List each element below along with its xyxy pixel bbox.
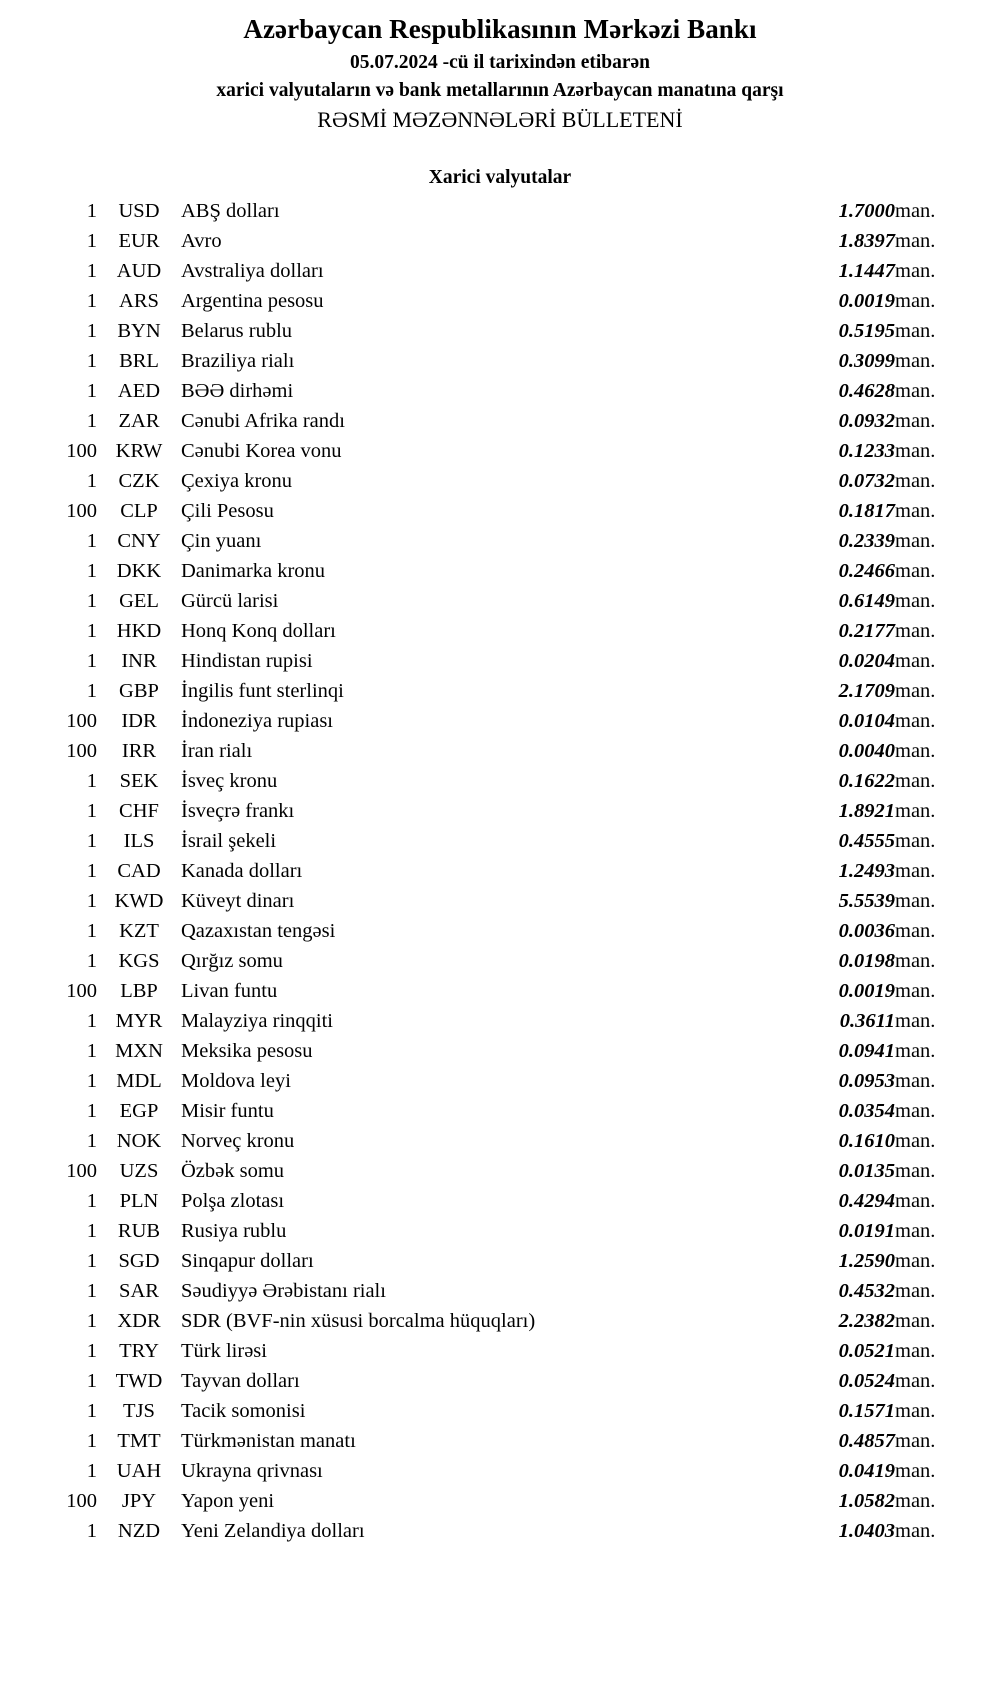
table-row <box>35 1396 965 1426</box>
currency-unit-label: man. <box>895 470 936 492</box>
currency-rate: 0.5195 <box>838 320 895 342</box>
currency-rate: 0.0932 <box>838 410 895 432</box>
table-row <box>35 286 965 316</box>
table-row <box>35 886 965 916</box>
currency-unit-label: man. <box>895 1070 936 1092</box>
table-row <box>35 646 965 676</box>
currency-name: Çin yuanı <box>181 530 262 552</box>
currency-unit-label: man. <box>895 740 936 762</box>
currency-rate: 0.0524 <box>838 1370 895 1392</box>
currency-code: CHF <box>119 800 159 822</box>
currency-code: MDL <box>116 1070 162 1092</box>
currency-amount: 1 <box>86 920 97 942</box>
table-row <box>35 526 965 556</box>
currency-rate: 0.0198 <box>838 950 895 972</box>
currency-code: SGD <box>118 1250 160 1272</box>
currency-name: Yapon yeni <box>181 1490 275 1512</box>
currency-amount: 1 <box>86 890 97 912</box>
currency-rate: 1.8397 <box>838 230 895 252</box>
currency-code: BYN <box>117 320 161 342</box>
currency-name: İsveçrə frankı <box>181 800 295 822</box>
currency-name: Danimarka kronu <box>181 560 326 582</box>
table-row <box>35 586 965 616</box>
currency-name: ABŞ dolları <box>181 200 280 222</box>
currency-code: TMT <box>117 1430 161 1452</box>
currency-amount: 100 <box>66 1490 97 1512</box>
currency-name: Cənubi Afrika randı <box>181 410 345 432</box>
currency-unit-label: man. <box>895 1100 936 1122</box>
currency-rate: 0.1233 <box>838 440 895 462</box>
currency-name: Kanada dolları <box>181 860 303 882</box>
currency-rate: 0.2339 <box>838 530 895 552</box>
currency-code: SAR <box>119 1280 159 1302</box>
currency-rate: 1.2590 <box>838 1250 895 1272</box>
currency-unit-label: man. <box>895 650 936 672</box>
currency-amount: 1 <box>86 590 97 612</box>
currency-code: AED <box>117 380 161 402</box>
table-row <box>35 1006 965 1036</box>
table-row <box>35 1456 965 1486</box>
table-row <box>35 1246 965 1276</box>
table-row <box>35 856 965 886</box>
currency-code: INR <box>121 650 157 672</box>
currency-unit-label: man. <box>895 680 936 702</box>
currency-unit-label: man. <box>895 950 936 972</box>
currency-code: EUR <box>118 230 160 252</box>
table-row <box>35 1336 965 1366</box>
currency-code: USD <box>118 200 160 222</box>
currency-rate: 2.1709 <box>838 680 895 702</box>
currency-rate: 0.0354 <box>838 1100 895 1122</box>
currency-name: BƏƏ dirhəmi <box>181 380 294 402</box>
currency-unit-label: man. <box>895 1520 936 1542</box>
currency-amount: 1 <box>86 650 97 672</box>
currency-code: CAD <box>117 860 161 882</box>
currency-unit-label: man. <box>895 1250 936 1272</box>
currency-rate: 0.0204 <box>838 650 895 672</box>
currency-unit-label: man. <box>895 1490 936 1512</box>
currency-rate: 5.5539 <box>838 890 895 912</box>
currency-code: UZS <box>119 1160 159 1182</box>
currency-name: İsveç kronu <box>181 770 278 792</box>
currency-amount: 1 <box>86 950 97 972</box>
currency-code: LBP <box>120 980 158 1002</box>
currency-amount: 1 <box>86 1430 97 1452</box>
currency-name: Braziliya rialı <box>181 350 295 372</box>
currency-rate: 0.0135 <box>838 1160 895 1182</box>
currency-rate: 2.2382 <box>838 1310 895 1332</box>
table-row <box>35 256 965 286</box>
currency-name: Gürcü larisi <box>181 590 279 612</box>
currency-unit-label: man. <box>895 1040 936 1062</box>
currency-amount: 1 <box>86 290 97 312</box>
currency-unit-label: man. <box>895 590 936 612</box>
currency-rate: 1.2493 <box>838 860 895 882</box>
table-row <box>35 706 965 736</box>
table-row <box>35 1066 965 1096</box>
currency-amount: 1 <box>86 380 97 402</box>
currency-amount: 1 <box>86 800 97 822</box>
currency-unit-label: man. <box>895 500 936 522</box>
currency-name: Çili Pesosu <box>181 500 274 522</box>
currency-unit-label: man. <box>895 920 936 942</box>
currency-name: SDR (BVF-nin xüsusi borcalma hüquqları) <box>181 1310 536 1332</box>
currency-amount: 1 <box>86 1280 97 1302</box>
table-row <box>35 196 965 226</box>
currency-name: İsrail şekeli <box>181 830 277 852</box>
currency-name: Küveyt dinarı <box>181 890 295 912</box>
table-row <box>35 226 965 256</box>
table-row <box>35 316 965 346</box>
currency-amount: 1 <box>86 1310 97 1332</box>
table-row <box>35 496 965 526</box>
currency-code: MXN <box>115 1040 163 1062</box>
currency-name: Livan funtu <box>181 980 278 1002</box>
currency-amount: 100 <box>66 710 97 732</box>
currency-rate: 0.4555 <box>838 830 895 852</box>
currency-name: Türk lirəsi <box>181 1340 267 1362</box>
currency-unit-label: man. <box>895 890 936 912</box>
currency-name: Qazaxıstan tengəsi <box>181 920 336 942</box>
currency-code: GEL <box>119 590 159 612</box>
table-row <box>35 1426 965 1456</box>
currency-amount: 1 <box>86 1070 97 1092</box>
currency-amount: 100 <box>66 440 97 462</box>
effective-date-line: 05.07.2024 -cü il tarixindən etibarən <box>349 52 651 73</box>
currency-rate: 0.0941 <box>838 1040 895 1062</box>
table-row <box>35 946 965 976</box>
currency-rate: 1.0403 <box>838 1520 895 1542</box>
currency-name: Tacik somonisi <box>181 1400 306 1422</box>
currency-amount: 1 <box>86 230 97 252</box>
currency-code: CZK <box>118 470 160 492</box>
table-row <box>35 436 965 466</box>
currency-name: Rusiya rublu <box>181 1220 287 1242</box>
currency-code: TJS <box>123 1400 155 1422</box>
currency-amount: 1 <box>86 830 97 852</box>
currency-name: Hindistan rupisi <box>181 650 313 672</box>
section-title-foreign-currencies: Xarici valyutalar <box>428 167 572 188</box>
currency-rate: 0.0104 <box>838 710 895 732</box>
table-row <box>35 406 965 436</box>
currency-rate: 0.1622 <box>838 770 895 792</box>
currency-code: IRR <box>121 740 157 762</box>
currency-amount: 1 <box>86 860 97 882</box>
currency-name: Honq Konq dolları <box>181 620 336 642</box>
currency-code: MYR <box>115 1010 163 1032</box>
currency-name: Malayziya rinqqiti <box>181 1010 333 1032</box>
table-row <box>35 916 965 946</box>
currency-unit-label: man. <box>895 1460 936 1482</box>
currency-unit-label: man. <box>895 1160 936 1182</box>
currency-code: ILS <box>123 830 155 852</box>
currency-amount: 1 <box>86 1340 97 1362</box>
currency-amount: 100 <box>66 1160 97 1182</box>
currency-name: Sinqapur dolları <box>181 1250 314 1272</box>
currency-amount: 1 <box>86 1100 97 1122</box>
currency-code: TWD <box>115 1370 163 1392</box>
currency-rate: 0.2177 <box>838 620 895 642</box>
currency-unit-label: man. <box>895 1220 936 1242</box>
currency-unit-label: man. <box>895 770 936 792</box>
currency-code: KGS <box>118 950 160 972</box>
currency-unit-label: man. <box>895 350 936 372</box>
currency-amount: 1 <box>86 350 97 372</box>
currency-name: Avstraliya dolları <box>181 260 324 282</box>
currency-name: Səudiyyə Ərəbistanı rialı <box>181 1280 386 1302</box>
currency-amount: 1 <box>86 620 97 642</box>
table-row <box>35 1216 965 1246</box>
currency-amount: 1 <box>86 560 97 582</box>
currency-unit-label: man. <box>895 1190 936 1212</box>
table-row <box>35 1186 965 1216</box>
document-header <box>0 14 1000 133</box>
currency-code: IDR <box>121 710 157 732</box>
table-row <box>35 1156 965 1186</box>
table-row <box>35 556 965 586</box>
currency-rate: 0.0019 <box>838 980 895 1002</box>
currency-amount: 100 <box>66 980 97 1002</box>
table-row <box>35 766 965 796</box>
currency-rate: 0.0040 <box>838 740 895 762</box>
currency-amount: 1 <box>86 1520 97 1542</box>
table-row <box>35 616 965 646</box>
document-bulletin-title: RƏSMİ MƏZƏNNƏLƏRİ BÜLLETENİ <box>317 107 683 132</box>
currency-unit-label: man. <box>895 260 936 282</box>
currency-name: Türkmənistan manatı <box>181 1430 356 1452</box>
currency-code: ARS <box>119 290 159 312</box>
currency-rate: 1.0582 <box>838 1490 895 1512</box>
currency-amount: 1 <box>86 1190 97 1212</box>
currency-unit-label: man. <box>895 200 936 222</box>
currency-rate: 0.4532 <box>838 1280 895 1302</box>
currency-unit-label: man. <box>895 710 936 732</box>
currency-amount: 1 <box>86 1220 97 1242</box>
currency-code: XDR <box>117 1310 161 1332</box>
currency-amount: 1 <box>86 320 97 342</box>
currency-unit-label: man. <box>895 1340 936 1362</box>
currency-unit-label: man. <box>895 620 936 642</box>
table-row <box>35 796 965 826</box>
currency-amount: 1 <box>86 470 97 492</box>
currency-name: Avro <box>181 230 222 252</box>
currency-unit-label: man. <box>895 560 936 582</box>
currency-amount: 1 <box>86 530 97 552</box>
currency-unit-label: man. <box>895 1010 936 1032</box>
currency-name: Norveç kronu <box>181 1130 295 1152</box>
document-subtitle: xarici valyutaların və bank metallarının Azərbaycan manatına qarşı <box>216 80 784 101</box>
table-row <box>35 1516 965 1546</box>
currency-amount: 1 <box>86 1010 97 1032</box>
currency-code: CNY <box>117 530 161 552</box>
currency-code: PLN <box>119 1190 159 1212</box>
currency-rate: 0.0953 <box>838 1070 895 1092</box>
currency-rate: 0.3611 <box>839 1010 895 1032</box>
currency-rate: 0.4628 <box>838 380 895 402</box>
currency-name: Özbək somu <box>181 1160 285 1182</box>
table-row <box>35 376 965 406</box>
currency-unit-label: man. <box>895 860 936 882</box>
currency-amount: 1 <box>86 1130 97 1152</box>
currency-unit-label: man. <box>895 290 936 312</box>
currency-rate: 0.6149 <box>838 590 895 612</box>
currency-unit-label: man. <box>895 380 936 402</box>
currency-rate: 0.1571 <box>838 1400 895 1422</box>
currency-code: AUD <box>116 260 162 282</box>
currency-name: İngilis funt sterlinqi <box>181 680 344 702</box>
table-row <box>35 736 965 766</box>
table-row <box>35 976 965 1006</box>
currency-unit-label: man. <box>895 530 936 552</box>
currency-amount: 1 <box>86 200 97 222</box>
currency-unit-label: man. <box>895 320 936 342</box>
currency-unit-label: man. <box>895 980 936 1002</box>
currency-rate: 0.1817 <box>838 500 895 522</box>
currency-name: Polşa zlotası <box>181 1190 285 1212</box>
currency-unit-label: man. <box>895 1280 936 1302</box>
currency-amount: 1 <box>86 1250 97 1272</box>
currency-name: İndoneziya rupiası <box>181 710 333 732</box>
table-row <box>35 1096 965 1126</box>
currency-code: DKK <box>116 560 162 582</box>
currency-rate: 0.0036 <box>838 920 895 942</box>
currency-unit-label: man. <box>895 1130 936 1152</box>
currency-amount: 100 <box>66 740 97 762</box>
table-row <box>35 1126 965 1156</box>
table-row <box>35 346 965 376</box>
table-row <box>35 1486 965 1516</box>
currency-unit-label: man. <box>895 1370 936 1392</box>
currency-unit-label: man. <box>895 800 936 822</box>
currency-unit-label: man. <box>895 1310 936 1332</box>
currency-code: GBP <box>119 680 159 702</box>
currency-rates-body <box>35 196 965 1546</box>
currency-unit-label: man. <box>895 410 936 432</box>
currency-code: ZAR <box>118 410 160 432</box>
currency-name: Çexiya kronu <box>181 470 293 492</box>
currency-code: KZT <box>119 920 159 942</box>
currency-rate: 1.1447 <box>838 260 895 282</box>
currency-code: NOK <box>116 1130 162 1152</box>
currency-name: Cənubi Korea vonu <box>181 440 342 462</box>
table-row <box>35 826 965 856</box>
currency-name: Misir funtu <box>181 1100 274 1122</box>
currency-rate: 0.3099 <box>838 350 895 372</box>
currency-rate: 0.0019 <box>838 290 895 312</box>
currency-code: HKD <box>116 620 162 642</box>
currency-name: Argentina pesosu <box>181 290 324 312</box>
currency-amount: 100 <box>66 500 97 522</box>
currency-unit-label: man. <box>895 230 936 252</box>
currency-unit-label: man. <box>895 1400 936 1422</box>
currency-amount: 1 <box>86 1400 97 1422</box>
currency-amount: 1 <box>86 410 97 432</box>
currency-name: Tayvan dolları <box>181 1370 300 1392</box>
table-row <box>35 676 965 706</box>
currency-amount: 1 <box>86 1040 97 1062</box>
currency-amount: 1 <box>86 680 97 702</box>
currency-code: JPY <box>121 1490 157 1512</box>
currency-code: KWD <box>114 890 164 912</box>
currency-amount: 1 <box>86 260 97 282</box>
currency-rate: 0.0732 <box>838 470 895 492</box>
currency-amount: 1 <box>86 770 97 792</box>
currency-rate: 1.7000 <box>838 200 895 222</box>
currency-rate: 0.2466 <box>838 560 895 582</box>
currency-name: Ukrayna qrivnası <box>181 1460 323 1482</box>
currency-code: CLP <box>120 500 158 522</box>
currency-unit-label: man. <box>895 830 936 852</box>
currency-amount: 1 <box>86 1460 97 1482</box>
table-row <box>35 1276 965 1306</box>
currency-rate: 0.0521 <box>838 1340 895 1362</box>
currency-name: Belarus rublu <box>181 320 293 342</box>
currency-amount: 1 <box>86 1370 97 1392</box>
currency-code: UAH <box>116 1460 162 1482</box>
currency-rates-table <box>35 196 965 1546</box>
currency-rate: 0.4294 <box>838 1190 895 1212</box>
currency-unit-label: man. <box>895 1430 936 1452</box>
currency-name: Yeni Zelandiya dolları <box>181 1520 365 1542</box>
table-row <box>35 1036 965 1066</box>
currency-code: KRW <box>115 440 163 462</box>
currency-code: BRL <box>119 350 159 372</box>
page-title: Azərbaycan Respublikasının Mərkəzi Bankı <box>243 14 757 44</box>
currency-rate: 0.1610 <box>838 1130 895 1152</box>
table-row <box>35 1306 965 1336</box>
currency-name: Moldova leyi <box>181 1070 291 1092</box>
currency-code: SEK <box>119 770 159 792</box>
currency-code: EGP <box>119 1100 159 1122</box>
currency-name: İran rialı <box>181 740 253 762</box>
table-row <box>35 466 965 496</box>
currency-rate: 0.0419 <box>838 1460 895 1482</box>
table-row <box>35 1366 965 1396</box>
currency-name: Qırğız somu <box>181 950 283 972</box>
currency-code: RUB <box>117 1220 161 1242</box>
currency-name: Meksika pesosu <box>181 1040 313 1062</box>
currency-code: NZD <box>117 1520 161 1542</box>
currency-unit-label: man. <box>895 440 936 462</box>
currency-code: TRY <box>119 1340 159 1362</box>
currency-rate: 1.8921 <box>838 800 895 822</box>
currency-rate: 0.4857 <box>838 1430 895 1452</box>
currency-rate: 0.0191 <box>838 1220 895 1242</box>
